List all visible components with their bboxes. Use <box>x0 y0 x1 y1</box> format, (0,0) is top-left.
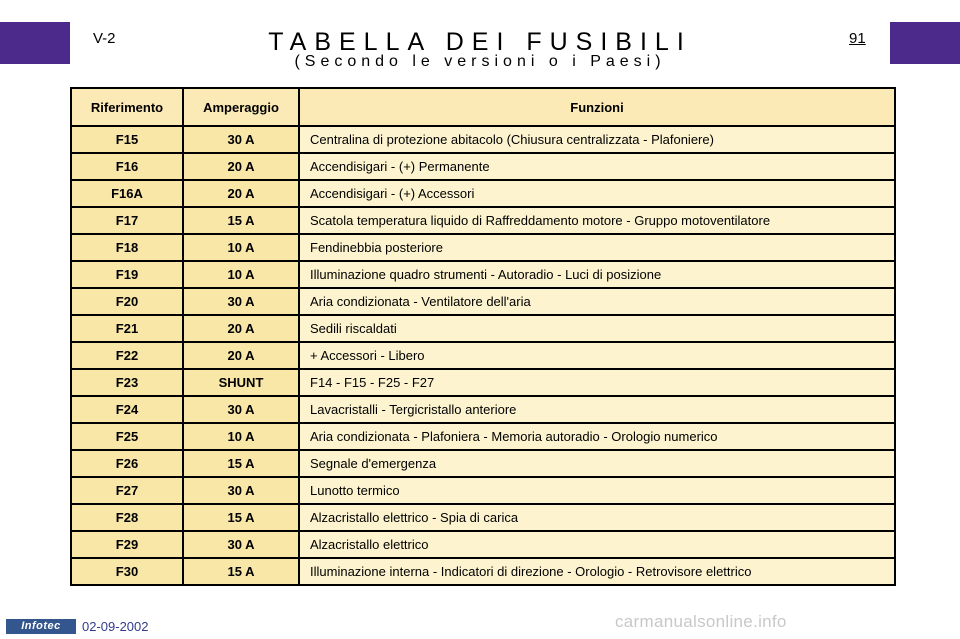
fuse-amperage-cell: 30 A <box>183 531 299 558</box>
page-title: TABELLA DEI FUSIBILI <box>268 28 692 56</box>
table-row <box>71 531 895 558</box>
fuse-function-cell: Illuminazione quadro strumenti - Autoradio - Luci di posizione <box>299 261 895 288</box>
column-header-reference: Riferimento <box>71 88 183 126</box>
section-code: V-2 <box>93 30 116 47</box>
fuse-reference-cell: F30 <box>71 558 183 585</box>
table-row <box>71 315 895 342</box>
fuse-reference-cell: F28 <box>71 504 183 531</box>
fuse-amperage-cell: 30 A <box>183 477 299 504</box>
fuse-function-cell: F14 - F15 - F25 - F27 <box>299 369 895 396</box>
table-row <box>71 153 895 180</box>
fuse-amperage-cell: SHUNT <box>183 369 299 396</box>
fuse-amperage-cell: 15 A <box>183 450 299 477</box>
fuse-amperage-cell: 10 A <box>183 261 299 288</box>
fuse-amperage-cell: 10 A <box>183 234 299 261</box>
fuse-reference-cell: F21 <box>71 315 183 342</box>
fuse-function-cell: Sedili riscaldati <box>299 315 895 342</box>
fuse-function-cell: Lunotto termico <box>299 477 895 504</box>
table-row <box>71 126 895 153</box>
fuse-function-cell: Accendisigari - (+) Accessori <box>299 180 895 207</box>
fuse-function-cell: Illuminazione interna - Indicatori di direzione - Orologio - Retrovisore elettrico <box>299 558 895 585</box>
table-body <box>71 126 895 585</box>
fuse-function-cell: Lavacristalli - Tergicristallo anteriore <box>299 396 895 423</box>
fuse-function-cell: Aria condizionata - Ventilatore dell'aria <box>299 288 895 315</box>
fuse-amperage-cell: 20 A <box>183 153 299 180</box>
table-row <box>71 450 895 477</box>
fuse-reference-cell: F15 <box>71 126 183 153</box>
fuse-function-cell: Fendinebbia posteriore <box>299 234 895 261</box>
column-header-functions: Funzioni <box>299 88 895 126</box>
page-number: 91 <box>849 30 866 47</box>
fuse-amperage-cell: 15 A <box>183 558 299 585</box>
fuse-amperage-cell: 20 A <box>183 315 299 342</box>
fuse-reference-cell: F16 <box>71 153 183 180</box>
infotec-logo: Infotec <box>6 619 76 634</box>
table-row <box>71 369 895 396</box>
fuse-reference-cell: F29 <box>71 531 183 558</box>
fuse-amperage-cell: 20 A <box>183 180 299 207</box>
fuse-amperage-cell: 15 A <box>183 207 299 234</box>
table-row <box>71 504 895 531</box>
column-header-amperage: Amperaggio <box>183 88 299 126</box>
table-row <box>71 342 895 369</box>
table-row <box>71 261 895 288</box>
fuse-function-cell: Segnale d'emergenza <box>299 450 895 477</box>
fuse-amperage-cell: 20 A <box>183 342 299 369</box>
fuse-amperage-cell: 15 A <box>183 504 299 531</box>
fuse-reference-cell: F17 <box>71 207 183 234</box>
fuse-function-cell: Aria condizionata - Plafoniera - Memoria autoradio - Orologio numerico <box>299 423 895 450</box>
table-row <box>71 558 895 585</box>
table-row <box>71 180 895 207</box>
page-subtitle: (Secondo le versioni o i Paesi) <box>294 53 666 70</box>
fuse-reference-cell: F26 <box>71 450 183 477</box>
fuse-amperage-cell: 10 A <box>183 423 299 450</box>
fuse-reference-cell: F20 <box>71 288 183 315</box>
fuse-function-cell: Centralina di protezione abitacolo (Chiusura centralizzata - Plafoniere) <box>299 126 895 153</box>
table-row <box>71 234 895 261</box>
table-row <box>71 288 895 315</box>
fuse-function-cell: Alzacristallo elettrico - Spia di carica <box>299 504 895 531</box>
watermark: carmanualsonline.info <box>615 612 787 631</box>
print-date: 02-09-2002 <box>82 619 149 634</box>
fuse-amperage-cell: 30 A <box>183 126 299 153</box>
table-row <box>71 477 895 504</box>
fuse-amperage-cell: 30 A <box>183 396 299 423</box>
fuse-function-cell: Accendisigari - (+) Permanente <box>299 153 895 180</box>
fuse-amperage-cell: 30 A <box>183 288 299 315</box>
fuse-reference-cell: F19 <box>71 261 183 288</box>
fuse-reference-cell: F22 <box>71 342 183 369</box>
fuse-reference-cell: F18 <box>71 234 183 261</box>
table-row <box>71 396 895 423</box>
fuse-table <box>70 87 896 586</box>
table-row <box>71 207 895 234</box>
fuse-function-cell: + Accessori - Libero <box>299 342 895 369</box>
table-header-row <box>71 88 895 126</box>
fuse-function-cell: Scatola temperatura liquido di Raffreddamento motore - Gruppo motoventilatore <box>299 207 895 234</box>
table-row <box>71 423 895 450</box>
fuse-reference-cell: F16A <box>71 180 183 207</box>
fuse-reference-cell: F24 <box>71 396 183 423</box>
fuse-reference-cell: F23 <box>71 369 183 396</box>
fuse-function-cell: Alzacristallo elettrico <box>299 531 895 558</box>
fuse-reference-cell: F27 <box>71 477 183 504</box>
fuse-reference-cell: F25 <box>71 423 183 450</box>
